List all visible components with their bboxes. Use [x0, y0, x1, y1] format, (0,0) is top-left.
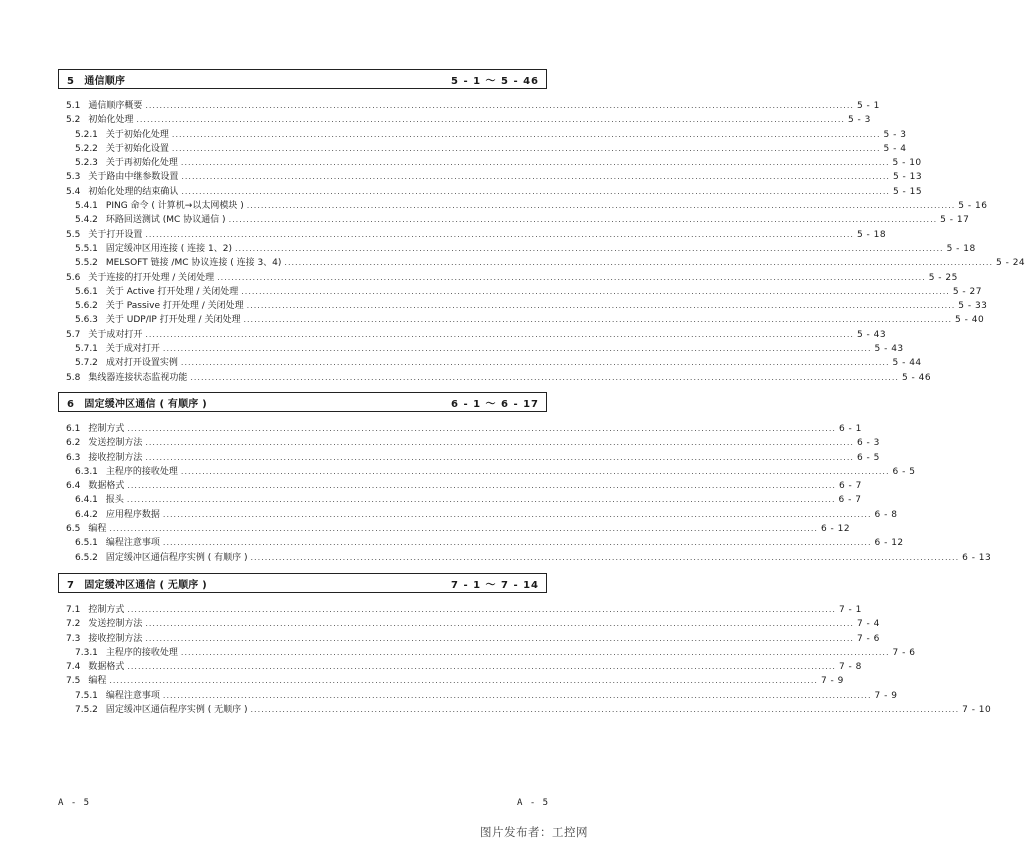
- toc-entry[interactable]: [58, 185, 923, 199]
- toc-entry-page: 5 - 16: [958, 201, 988, 212]
- toc-entry[interactable]: [58, 342, 904, 356]
- dot-leader: ........................................................................................................................................................................................................: [145, 101, 854, 110]
- toc-entry-number: 5.7.1: [75, 344, 98, 355]
- dot-leader: ........................................................................................................................................................................................................: [145, 452, 854, 462]
- toc-entry[interactable]: [58, 271, 958, 285]
- section-page-range: 6 - 1 ～ 6 - 17: [451, 398, 539, 410]
- dot-leader: ........................................................................................................................................................................................................: [145, 229, 854, 239]
- toc-entry-number: 5.8: [66, 372, 81, 383]
- section-header: [58, 69, 547, 89]
- toc-entry-page: 6 - 5: [856, 452, 880, 463]
- toc-entry[interactable]: [58, 213, 970, 227]
- toc-entry-number: 5.1: [66, 101, 81, 111]
- dot-leader: ........................................................................................................................................................................................................: [180, 466, 890, 476]
- toc-entry-list: [58, 422, 992, 565]
- toc-entry-title: 编程注意事项: [105, 690, 160, 701]
- dot-leader: ........................................................................................................................................................................................................: [126, 495, 836, 505]
- toc-entry-page: 7 - 9: [874, 690, 898, 701]
- toc-section-6: [58, 392, 992, 565]
- toc-entry-page: 6 - 13: [962, 552, 992, 563]
- toc-entry-list: [58, 99, 1025, 385]
- toc-entry-number: 6.4.1: [75, 495, 98, 506]
- toc-entry-number: 5.7.2: [75, 358, 98, 369]
- toc-entry-number: 7.3.1: [75, 647, 98, 658]
- dot-leader: ........................................................................................................................................................................................................: [190, 372, 899, 382]
- toc-entry-number: 5.4: [66, 186, 81, 197]
- toc-entry[interactable]: [58, 156, 922, 170]
- toc-entry[interactable]: [58, 479, 862, 493]
- toc-entry-page: 7 - 1: [838, 605, 862, 615]
- toc-entry-title: 关于打开设置: [88, 229, 143, 240]
- toc-entry-page: 7 - 6: [856, 633, 880, 644]
- toc-entry-title: 关于 UDP/IP 打开处理 / 关闭处理: [105, 315, 241, 326]
- toc-entry[interactable]: [58, 170, 923, 184]
- toc-entry-page: 7 - 4: [856, 619, 880, 630]
- toc-entry-number: 6.5.2: [75, 552, 98, 563]
- toc-entry-number: 7.2: [66, 619, 81, 630]
- toc-entry-title: 初始化处理: [88, 115, 134, 126]
- toc-entry-number: 5.6.3: [75, 315, 98, 326]
- watermark-text: 图片发布者：工控网: [480, 825, 588, 839]
- toc-entry-title: 发送控制方法: [88, 619, 143, 630]
- dot-leader: ........................................................................................................................................................................................................: [228, 215, 938, 225]
- toc-entry[interactable]: [58, 256, 1025, 270]
- toc-entry-number: 5.5.2: [75, 258, 98, 269]
- dot-leader: ........................................................................................................................................................................................................: [162, 538, 872, 548]
- toc-entry-title: 应用程序数据: [105, 509, 160, 520]
- toc-entry[interactable]: [58, 617, 880, 631]
- toc-entry-number: 5.4.1: [75, 201, 98, 212]
- toc-entry-page: 7 - 9: [820, 676, 844, 687]
- toc-entry[interactable]: [58, 328, 887, 342]
- toc-entry-number: 6.4: [66, 481, 81, 492]
- toc-entry-number: 5.6.1: [75, 286, 98, 297]
- dot-leader: ........................................................................................................................................................................................................: [181, 186, 890, 196]
- toc-entry-title: 关于 Active 打开处理 / 关闭处理: [105, 286, 239, 297]
- toc-entry-number: 5.2: [66, 115, 81, 126]
- toc-entry-number: 5.2.3: [75, 158, 98, 169]
- section-title: 6 固定缓冲区通信 ( 有顺序 ): [67, 398, 207, 410]
- toc-entry-page: 6 - 5: [892, 466, 916, 477]
- toc-entry-number: 5.2.2: [75, 143, 98, 154]
- dot-leader: ........................................................................................................................................................................................................: [162, 509, 872, 519]
- toc-entry[interactable]: [58, 551, 992, 565]
- toc-entry-title: 成对打开设置实例: [105, 358, 178, 369]
- toc-entry[interactable]: [58, 313, 985, 327]
- toc-entry-page: 5 - 3: [883, 129, 907, 140]
- dot-leader: ........................................................................................................................................................................................................: [234, 243, 944, 253]
- toc-entry-title: 关于初始化设置: [105, 143, 169, 154]
- toc-entry-page: 5 - 33: [958, 301, 988, 312]
- dot-leader: ........................................................................................................................................................................................................: [181, 172, 890, 182]
- toc-entry[interactable]: [58, 356, 922, 370]
- toc-entry-title: 编程: [88, 676, 107, 687]
- toc-entry-title: 关于再初始化处理: [105, 158, 178, 169]
- dot-leader: ........................................................................................................................................................................................................: [241, 286, 950, 296]
- section-title: 7 固定缓冲区通信 ( 无顺序 ): [67, 579, 207, 591]
- toc-entry-page: 5 - 15: [892, 186, 923, 197]
- toc-entry-number: 7.5.1: [75, 690, 98, 701]
- toc-entry-title: 发送控制方法: [88, 438, 143, 449]
- toc-entry-title: 关于 Passive 打开处理 / 关闭处理: [105, 301, 244, 312]
- toc-entry-title: 固定缓冲区通信程序实例 ( 无顺序 ): [105, 705, 248, 716]
- toc-entry-number: 5.2.1: [75, 129, 98, 140]
- toc-entry-number: 5.7: [66, 329, 81, 340]
- toc-entry-page: 5 - 13: [892, 172, 923, 183]
- toc-entry-title: 编程注意事项: [105, 538, 160, 549]
- toc-entry-page: 7 - 8: [838, 662, 862, 673]
- section-header: [58, 573, 547, 593]
- dot-leader: ........................................................................................................................................................................................................: [246, 201, 956, 211]
- dot-leader: ........................................................................................................................................................................................................: [284, 258, 994, 268]
- toc-entry-page: 5 - 18: [856, 229, 887, 240]
- toc-entry-page: 6 - 1: [838, 424, 862, 434]
- toc-entry[interactable]: [58, 299, 988, 313]
- toc-entry-title: MELSOFT 链接 /MC 协议连接 ( 连接 3、4): [105, 258, 282, 269]
- toc-entry[interactable]: [58, 113, 871, 127]
- toc-entry-number: 6.1: [66, 424, 81, 434]
- dot-leader: ........................................................................................................................................................................................................: [217, 272, 926, 282]
- toc-entry[interactable]: [58, 228, 887, 242]
- toc-entry-number: 7.3: [66, 633, 81, 644]
- toc-entry-number: 6.2: [66, 438, 81, 449]
- toc-entry-title: 关于连接的打开处理 / 关闭处理: [88, 272, 215, 283]
- dot-leader: ........................................................................................................................................................................................................: [127, 481, 836, 491]
- toc-entry-title: 数据格式: [88, 662, 125, 673]
- toc-entry-title: 接收控制方法: [88, 633, 143, 644]
- dot-leader: ........................................................................................................................................................................................................: [145, 438, 854, 448]
- toc-entry[interactable]: [58, 508, 898, 522]
- dot-leader: ........................................................................................................................................................................................................: [127, 662, 836, 672]
- toc-entry-title: 接收控制方法: [88, 452, 143, 463]
- dot-leader: ........................................................................................................................................................................................................: [127, 605, 836, 614]
- toc-entry[interactable]: [58, 493, 862, 507]
- toc-entry[interactable]: [58, 646, 916, 660]
- dot-leader: ........................................................................................................................................................................................................: [171, 129, 881, 139]
- toc-entry-number: 6.5.1: [75, 538, 98, 549]
- dot-leader: ........................................................................................................................................................................................................: [180, 358, 890, 368]
- toc-entry-number: 5.3: [66, 172, 81, 183]
- toc-entry-number: 5.5: [66, 229, 81, 240]
- toc-entry-title: 固定缓冲区用连接 ( 连接 1、2): [105, 243, 232, 254]
- toc-entry-title: 初始化处理的结束确认: [88, 186, 179, 197]
- toc-entry-title: 主程序的接收处理: [105, 466, 178, 477]
- toc-entry[interactable]: [58, 242, 976, 256]
- toc-entry-page: 5 - 40: [955, 315, 985, 326]
- toc-entry-number: 5.6: [66, 272, 81, 283]
- toc-entry-page: 6 - 8: [874, 509, 898, 520]
- toc-entry-title: 环路回送测试 (MC 协议通信 ): [105, 215, 226, 226]
- toc-section-7: [58, 573, 992, 717]
- toc-entry-title: 关于成对打开: [88, 329, 143, 340]
- toc-entry-number: 6.3: [66, 452, 81, 463]
- toc-entry-title: 集线器连接状态监视功能: [88, 372, 188, 383]
- toc-entry-title: 控制方式: [88, 605, 125, 615]
- toc-entry[interactable]: [58, 422, 862, 436]
- toc-entry-page: 6 - 12: [874, 538, 904, 549]
- toc-entry-list: [58, 603, 992, 717]
- toc-entry-page: 5 - 43: [874, 344, 904, 355]
- toc-section-5: [58, 69, 1025, 385]
- toc-entry-title: 数据格式: [88, 481, 125, 492]
- toc-entry-number: 7.4: [66, 662, 81, 673]
- toc-entry-page: 5 - 24: [996, 258, 1025, 269]
- section-header: [58, 392, 547, 412]
- toc-entry-number: 5.4.2: [75, 215, 98, 226]
- toc-entry-page: 5 - 44: [892, 358, 922, 369]
- dot-leader: ........................................................................................................................................................................................................: [246, 301, 956, 311]
- dot-leader: ........................................................................................................................................................................................................: [162, 690, 872, 700]
- dot-leader: ........................................................................................................................................................................................................: [136, 115, 845, 125]
- toc-entry-number: 7.5.2: [75, 705, 98, 716]
- dot-leader: ........................................................................................................................................................................................................: [180, 158, 890, 168]
- dot-leader: ........................................................................................................................................................................................................: [109, 676, 818, 686]
- toc-entry[interactable]: [58, 199, 988, 213]
- toc-entry-page: 6 - 12: [820, 524, 851, 535]
- toc-entry-number: 7.1: [66, 605, 81, 615]
- toc-entry[interactable]: [58, 285, 982, 299]
- toc-entry-page: 5 - 25: [928, 272, 958, 283]
- dot-leader: ........................................................................................................................................................................................................: [145, 329, 854, 339]
- toc-entry[interactable]: [58, 632, 880, 646]
- dot-leader: ........................................................................................................................................................................................................: [171, 143, 881, 153]
- toc-entry-title: 固定缓冲区通信程序实例 ( 有顺序 ): [105, 552, 248, 563]
- toc-entry-page: 5 - 1: [856, 101, 880, 111]
- dot-leader: ........................................................................................................................................................................................................: [145, 619, 854, 629]
- toc-entry-page: 5 - 46: [901, 372, 932, 383]
- toc-entry[interactable]: [58, 142, 907, 156]
- section-page-range: 5 - 1 ～ 5 - 46: [451, 75, 539, 87]
- toc-entry[interactable]: [58, 703, 992, 717]
- toc-entry-title: 编程: [88, 524, 107, 535]
- footer-page-left: A - 5: [58, 798, 91, 808]
- toc-entry[interactable]: [58, 451, 880, 465]
- toc-entry[interactable]: [58, 689, 898, 703]
- dot-leader: ........................................................................................................................................................................................................: [109, 524, 818, 534]
- toc-entry[interactable]: [58, 465, 916, 479]
- toc-entry-number: 6.3.1: [75, 466, 98, 477]
- toc-entry-number: 6.4.2: [75, 509, 98, 520]
- toc-entry-title: 关于初始化处理: [105, 129, 169, 140]
- dot-leader: ........................................................................................................................................................................................................: [250, 552, 960, 562]
- toc-entry[interactable]: [58, 536, 904, 550]
- toc-entry-page: 5 - 18: [946, 243, 976, 254]
- toc-entry-page: 5 - 4: [883, 143, 907, 154]
- dot-leader: ........................................................................................................................................................................................................: [180, 647, 890, 657]
- toc-entry[interactable]: [58, 436, 880, 450]
- toc-entry-page: 5 - 10: [892, 158, 922, 169]
- toc-entry-page: 5 - 43: [856, 329, 887, 340]
- toc-entry[interactable]: [58, 128, 907, 142]
- toc-entry-page: 5 - 3: [847, 115, 871, 126]
- toc-entry-page: 7 - 10: [962, 705, 992, 716]
- toc-entry-title: 通信顺序概要: [88, 101, 143, 111]
- toc-entry-page: 6 - 3: [856, 438, 880, 449]
- toc-entry-title: 关于路由中继参数设置: [88, 172, 179, 183]
- toc-entry[interactable]: [58, 603, 862, 617]
- toc-entry-number: 7.5: [66, 676, 81, 687]
- dot-leader: ........................................................................................................................................................................................................: [127, 424, 836, 433]
- toc-entry-title: 关于成对打开: [105, 344, 160, 355]
- footer-page-right: A - 5: [517, 798, 550, 808]
- toc-entry-number: 6.5: [66, 524, 81, 535]
- toc-entry-page: 6 - 7: [838, 481, 862, 492]
- toc-entry-title: 主程序的接收处理: [105, 647, 178, 658]
- toc-entry-page: 7 - 6: [892, 647, 916, 658]
- toc-entry-title: 报头: [105, 495, 124, 506]
- toc-entry-number: 5.6.2: [75, 301, 98, 312]
- section-page-range: 7 - 1 ～ 7 - 14: [451, 579, 539, 591]
- dot-leader: ........................................................................................................................................................................................................: [145, 633, 854, 643]
- toc-entry-title: PING 命令 ( 计算机→以太网模块 ): [105, 201, 244, 212]
- dot-leader: ........................................................................................................................................................................................................: [250, 705, 960, 715]
- dot-leader: ........................................................................................................................................................................................................: [162, 344, 872, 354]
- toc-entry[interactable]: [58, 522, 851, 536]
- toc-entry[interactable]: [58, 660, 862, 674]
- toc-entry-title: 控制方式: [88, 424, 125, 434]
- toc-entry[interactable]: [58, 674, 844, 688]
- toc-entry[interactable]: [58, 371, 932, 385]
- toc-entry[interactable]: [58, 99, 880, 113]
- toc-entry-number: 5.5.1: [75, 243, 98, 254]
- dot-leader: ........................................................................................................................................................................................................: [243, 315, 953, 325]
- toc-entry-page: 5 - 27: [952, 286, 982, 297]
- toc-entry-page: 5 - 17: [940, 215, 970, 226]
- toc-entry-page: 6 - 7: [838, 495, 862, 506]
- section-title: 5 通信顺序: [67, 75, 126, 87]
